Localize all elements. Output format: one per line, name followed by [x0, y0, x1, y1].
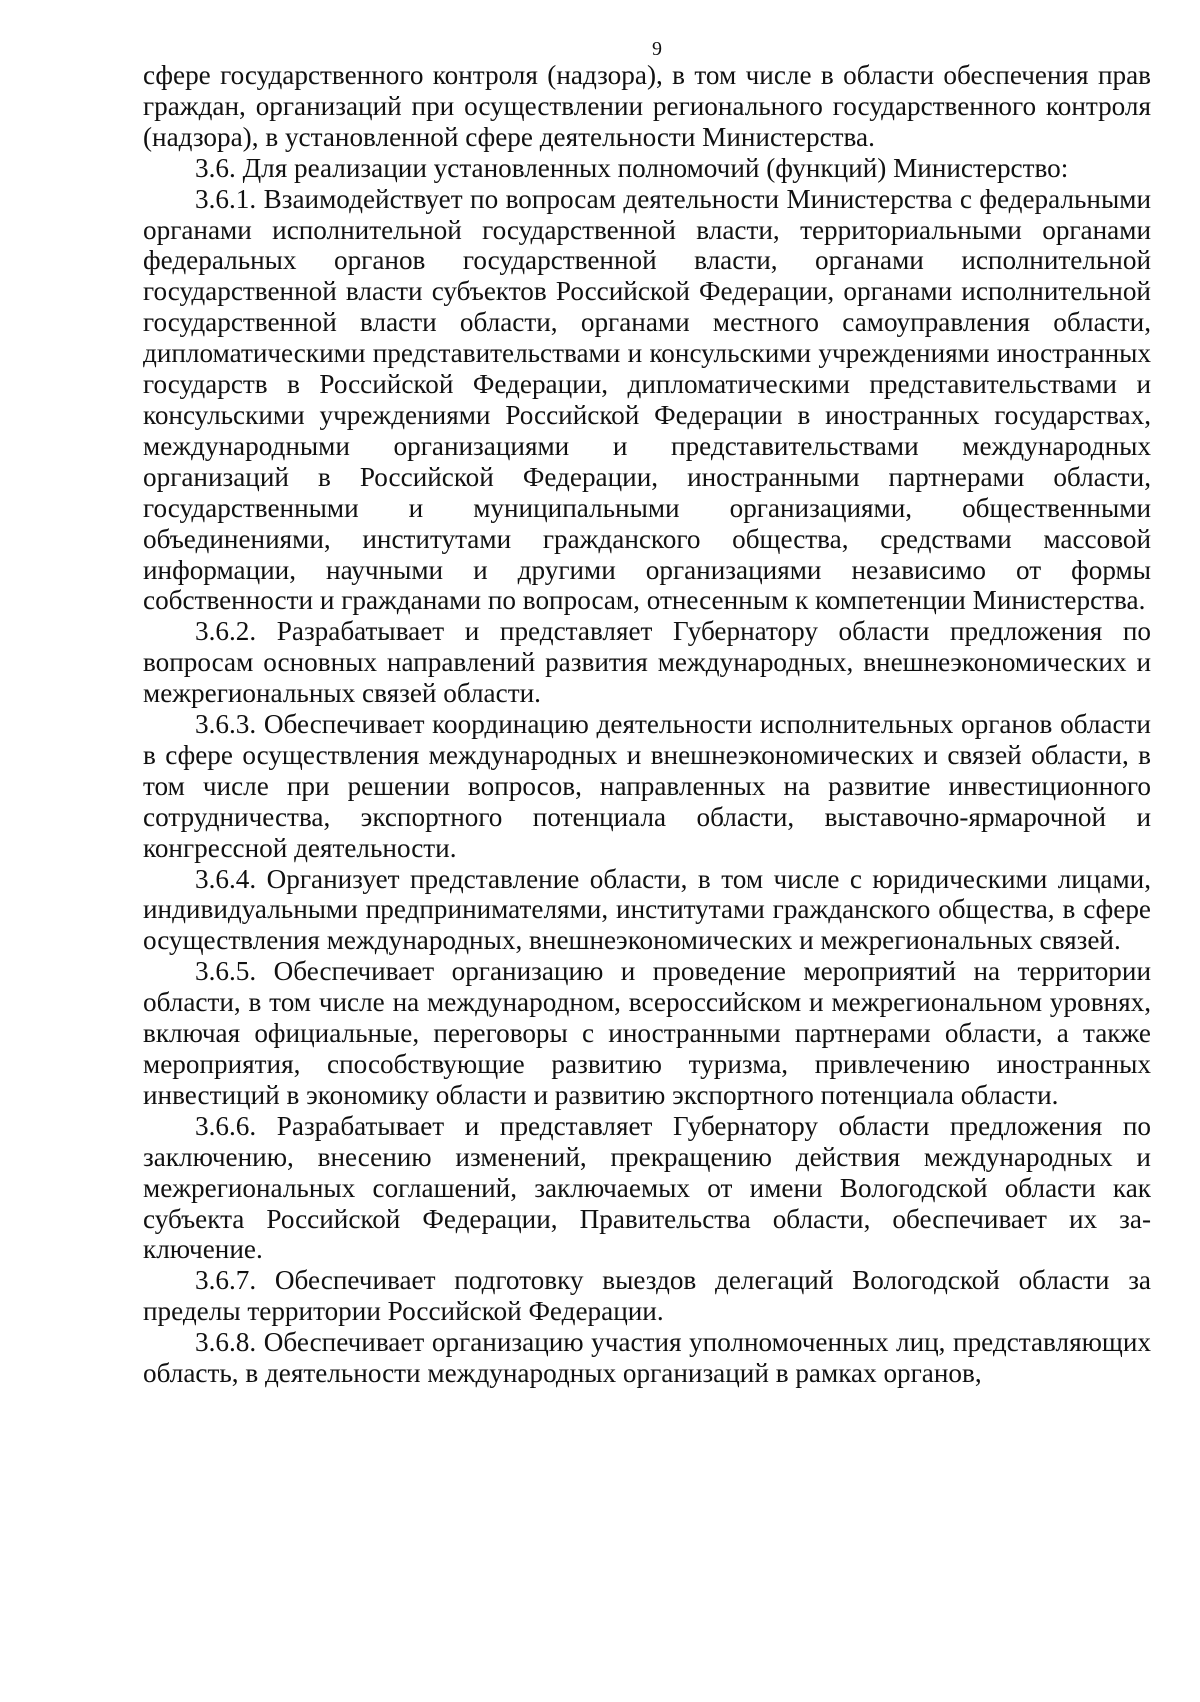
- document-page: [143, 38, 1151, 1389]
- paragraph-3-6-8: 3.6.8. Обеспечивает организацию участия уполномоченных лиц, представляющих область, в деятельности международных организаций в рамках органов,: [143, 1327, 1151, 1389]
- paragraph-3-6-6: 3.6.6. Разрабатывает и представляет Губернатору области предложения по заключению, внесению изменений, прекращению действия международных и межрегиональных соглашений, заключаемых от имени Вологодской области как субъекта Российской Федерации, Правительства области, обеспечивает их заключение.: [143, 1110, 1151, 1265]
- paragraph-3-6: 3.6. Для реализации установленных полномочий (функций) Министерство:: [195, 152, 1069, 183]
- paragraph-3-6-5: 3.6.5. Обеспечивает организацию и проведение мероприятий на территории области, в том числе на международном, всероссийском и межрегиональном уровнях, включая официальные, переговоры с иностранными партнерами области, а также мероприятия, способствующие развитию туризма, привлечению иностранных инвестиций в экономику области и развитию экспортного потенциала области.: [143, 956, 1151, 1110]
- paragraph-3-6-1: 3.6.1. Взаимодействует по вопросам деятельности Министерства с федеральными органами исполнительной государственной власти, территориальными органами федеральных органов государственной власти, органами исполнительной государственной власти субъектов Российской Федерации, органами исполнительной государственной власти области, органами местного самоуправления области, дипломатическими представительствами и консульскими учреждениями иностранных государств в Российской Федерации, дипломатическими представительствами и консульскими учреждениями Российской Федерации в иностранных государствах, международными организациями и представительствами международных организаций в Российской Федерации, иностранными партнерами области, государственными и муниципальными организациями, общественными объединениями, институтами гражданского общества, средствами массовой информации, научными и другими организациями независимо от формы собственности и гражданами по вопросам, отнесенным к компетенции Министерства.: [143, 183, 1151, 616]
- paragraph-3-6-4: 3.6.4. Организует представление области, в том числе с юридическими лицами, индивидуальными предпринимателями, институтами гражданского общества, в сфере осуществления международных, внешнеэкономических и межрегиональных связей.: [143, 863, 1151, 956]
- paragraph-3-6-3: 3.6.3. Обеспечивает координацию деятельности исполнительных органов области в сфере осуществления международных и внешнеэкономических и связей области, в том числе при решении вопросов, направленных на развитие инвестиционного сотрудничества, экспортного потенциала области, выставочно-ярмарочной и конгрессной деятельности.: [143, 709, 1151, 863]
- paragraph-3-6-7: 3.6.7. Обеспечивает подготовку выездов делегаций Вологодской области за пределы территории Российской Федерации.: [143, 1265, 1151, 1327]
- page-number: 9: [652, 38, 662, 60]
- paragraph-continuation: сфере государственного контроля (надзора), в том числе в области обеспечения прав граждан, организаций при осуществлении регионального государственного контроля (надзора), в установленной сфере деятельности Министерства.: [143, 60, 1151, 152]
- paragraph-3-6-2: 3.6.2. Разрабатывает и представляет Губернатору области предложения по вопросам основных направлений развития международных, внешнеэкономических и межрегиональных связей области.: [143, 616, 1151, 709]
